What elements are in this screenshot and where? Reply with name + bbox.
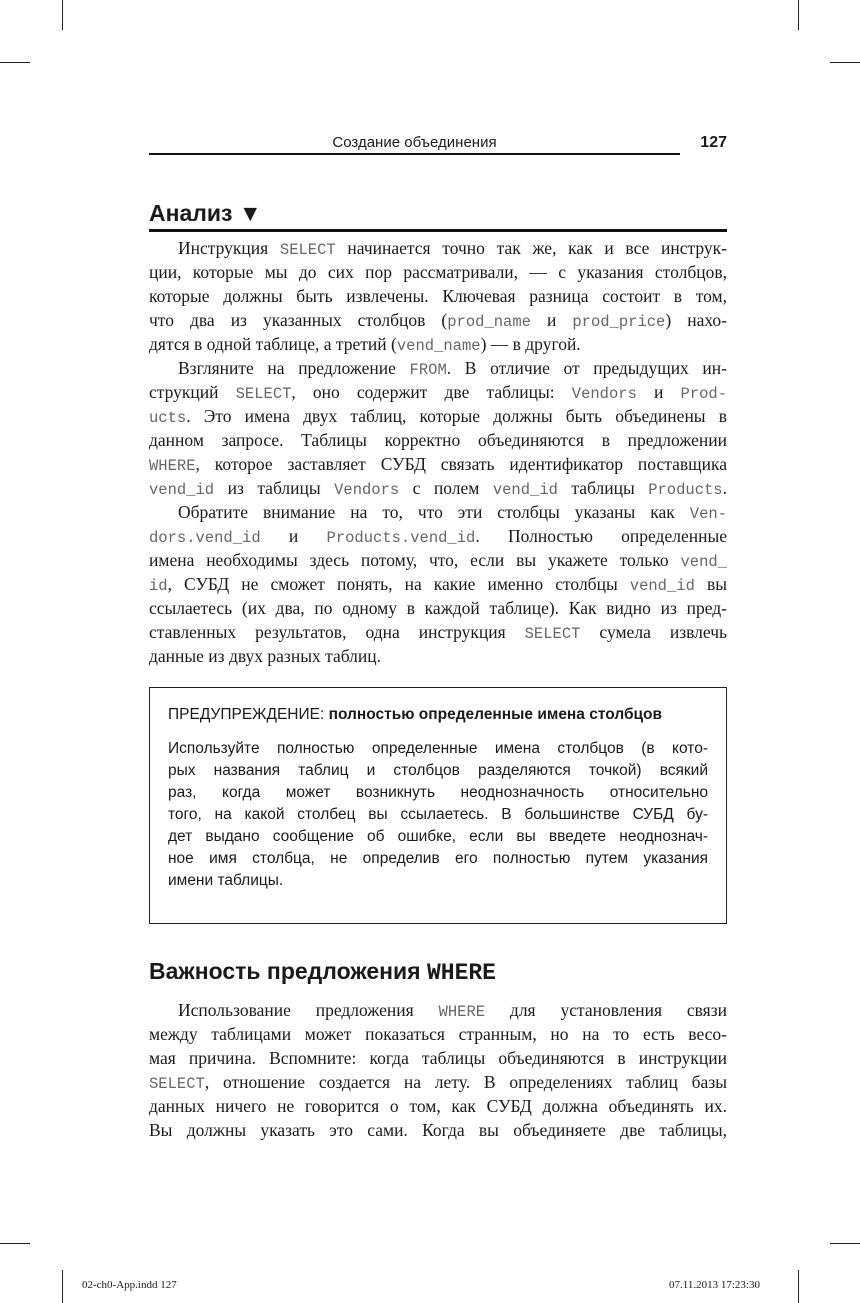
text-segment: Инструкция	[178, 238, 280, 258]
footer-file: 02-ch0-App.indd 127	[82, 1279, 177, 1291]
text-segment: таблицы	[557, 478, 649, 498]
warning-line: Используйте полностью определенные имена столбцов (в кото-	[168, 740, 708, 757]
text-line	[149, 572, 727, 596]
warning-line: рых названия таблиц и столбцов разделяются точкой) всякий	[168, 762, 708, 779]
text-segment: Взгляните на предложение	[178, 358, 410, 378]
text-segment: данном запросе. Таблицы корректно объединяются в предложении	[149, 430, 727, 450]
text-line	[149, 476, 727, 500]
text-segment: ) — в другой.	[480, 334, 581, 354]
inline-code: dors.vend_id	[149, 529, 261, 547]
text-segment: для установления связи	[485, 1000, 727, 1020]
text-line	[149, 1070, 727, 1094]
inline-code: vend_name	[396, 337, 481, 355]
warning-line: дет выдано сообщение об ошибке, если вы введете неоднознач-	[168, 828, 708, 845]
text-segment: дятся в одной таблице, а третий (	[149, 334, 397, 354]
section-text	[149, 998, 727, 1142]
warning-line: ное имя столбца, не определив его полностью путем указания	[168, 850, 708, 867]
crop-mark	[62, 0, 63, 30]
text-segment: , которое заставляет СУБД связать идентификатор поставщика	[195, 454, 727, 474]
inline-code: Products.vend_id	[326, 529, 476, 547]
text-segment: между таблицами может показаться странным, но на то есть весо-	[149, 1024, 727, 1044]
text-segment: ссылаетесь (их два, по одному в каждой таблице). Как видно из пред-	[149, 598, 727, 618]
inline-code: Ven-	[689, 505, 727, 523]
inline-code: Vendors	[334, 481, 400, 499]
inline-code: prod_price	[572, 313, 666, 331]
text-line	[149, 500, 727, 524]
footer-timestamp: 07.11.2013 17:23:30	[669, 1279, 760, 1291]
text-line	[149, 620, 727, 644]
text-line	[149, 332, 727, 356]
text-line	[149, 1022, 727, 1046]
text-line	[149, 596, 727, 620]
warning-line: имени таблицы.	[168, 872, 284, 889]
text-segment: струкций	[149, 382, 236, 402]
crop-mark	[798, 0, 799, 30]
inline-code: vend_id	[149, 481, 215, 499]
text-segment: сумела извлечь	[580, 622, 727, 642]
inline-code: SELECT	[149, 1075, 205, 1093]
inline-code: SELECT	[524, 625, 581, 643]
inline-code: vend_id	[629, 577, 695, 595]
text-segment: ставленных результатов, одна инструкция	[149, 622, 525, 642]
warning-line: того, на какой столбец вы ссылаетесь. В большинстве СУБД бу-	[168, 806, 708, 823]
analysis-text	[149, 236, 727, 668]
text-line	[149, 428, 727, 452]
text-line	[149, 998, 727, 1022]
inline-code: FROM	[409, 361, 447, 379]
text-line	[149, 356, 727, 380]
text-line	[149, 644, 727, 668]
text-line	[149, 452, 727, 476]
inline-code: Vendors	[571, 385, 637, 403]
text-segment: Вы должны указать это сами. Когда вы объединяете две таблицы,	[149, 1120, 727, 1140]
text-segment: данные из двух разных таблиц.	[149, 646, 382, 666]
warning-body	[168, 738, 708, 892]
text-line	[149, 548, 727, 572]
text-segment: , оно содержит две таблицы:	[291, 382, 572, 402]
inline-code: id	[149, 577, 168, 595]
text-segment: с полем	[399, 478, 493, 498]
text-segment: Обратите внимание на то, что эти столбцы указаны как	[178, 502, 690, 522]
text-line	[149, 1046, 727, 1070]
warning-label: ПРЕДУПРЕЖДЕНИЕ:	[168, 706, 329, 723]
text-line	[149, 260, 727, 284]
text-segment: Использование предложения	[178, 1000, 439, 1020]
text-segment: , отношение создается на лету. В определениях таблиц базы	[204, 1072, 727, 1092]
text-line	[149, 284, 727, 308]
text-segment: имена необходимы здесь потому, что, если вы укажете только	[149, 550, 681, 570]
text-segment: из таблицы	[214, 478, 335, 498]
text-line	[149, 524, 727, 548]
inline-code: prod_name	[447, 313, 531, 331]
text-segment: и	[530, 310, 573, 330]
crop-mark	[0, 62, 30, 63]
analysis-heading: Анализ ▼	[149, 200, 727, 232]
inline-code: Products	[648, 481, 723, 499]
inline-code: ucts	[149, 409, 187, 427]
inline-code: WHERE	[438, 1003, 486, 1021]
inline-code: vend_id	[492, 481, 558, 499]
crop-mark	[0, 1243, 30, 1244]
text-segment: которые должны быть извлечены. Ключевая разница состоит в том,	[149, 286, 727, 306]
warning-title	[168, 704, 708, 726]
text-segment: данных ничего не говорится о том, как СУБД должна объединять их.	[149, 1096, 727, 1116]
text-segment: мая причина. Вспомните: когда таблицы объединяются в инструкции	[149, 1048, 727, 1068]
running-header: Создание объединения	[149, 134, 680, 155]
text-line	[149, 404, 727, 428]
text-segment: ции, которые мы до сих пор рассматривали, — с указания столбцов,	[149, 262, 727, 282]
text-segment: и	[636, 382, 681, 402]
section-heading-text: Важность предложения	[149, 958, 427, 984]
page-number: 127	[700, 134, 727, 151]
warning-box	[149, 687, 727, 924]
warning-title-text: полностью определенные имена столбцов	[328, 706, 663, 723]
text-line	[149, 380, 727, 404]
text-segment: начинается точно так же, как и все инструк-	[335, 238, 727, 258]
section-heading-code: WHERE	[426, 960, 496, 986]
text-segment: . Полностью определенные	[475, 526, 727, 546]
crop-mark	[798, 1270, 799, 1303]
text-segment: , СУБД не сможет понять, на какие именно столбцы	[167, 574, 630, 594]
text-segment: вы	[694, 574, 727, 594]
text-segment: что два из указанных столбцов (	[149, 310, 448, 330]
crop-mark	[830, 62, 860, 63]
text-line	[149, 308, 727, 332]
text-line	[149, 236, 727, 260]
inline-code: Prod-	[680, 385, 727, 403]
crop-mark	[62, 1270, 63, 1303]
warning-line: раз, когда может возникнуть неоднозначность относительно	[168, 784, 708, 801]
text-line	[149, 1094, 727, 1118]
inline-code: WHERE	[149, 457, 196, 475]
inline-code: SELECT	[235, 385, 292, 403]
inline-code: vend_	[680, 553, 727, 571]
section-heading	[149, 958, 496, 986]
text-segment: . Это имена двух таблиц, которые должны быть объединены в	[186, 406, 727, 426]
text-segment: .	[722, 478, 727, 498]
text-line	[149, 1118, 727, 1142]
crop-mark	[830, 1243, 860, 1244]
text-segment: . В отличие от предыдущих ин-	[446, 358, 727, 378]
inline-code: SELECT	[279, 241, 336, 259]
text-segment: и	[260, 526, 327, 546]
text-segment: ) нахо-	[665, 310, 727, 330]
